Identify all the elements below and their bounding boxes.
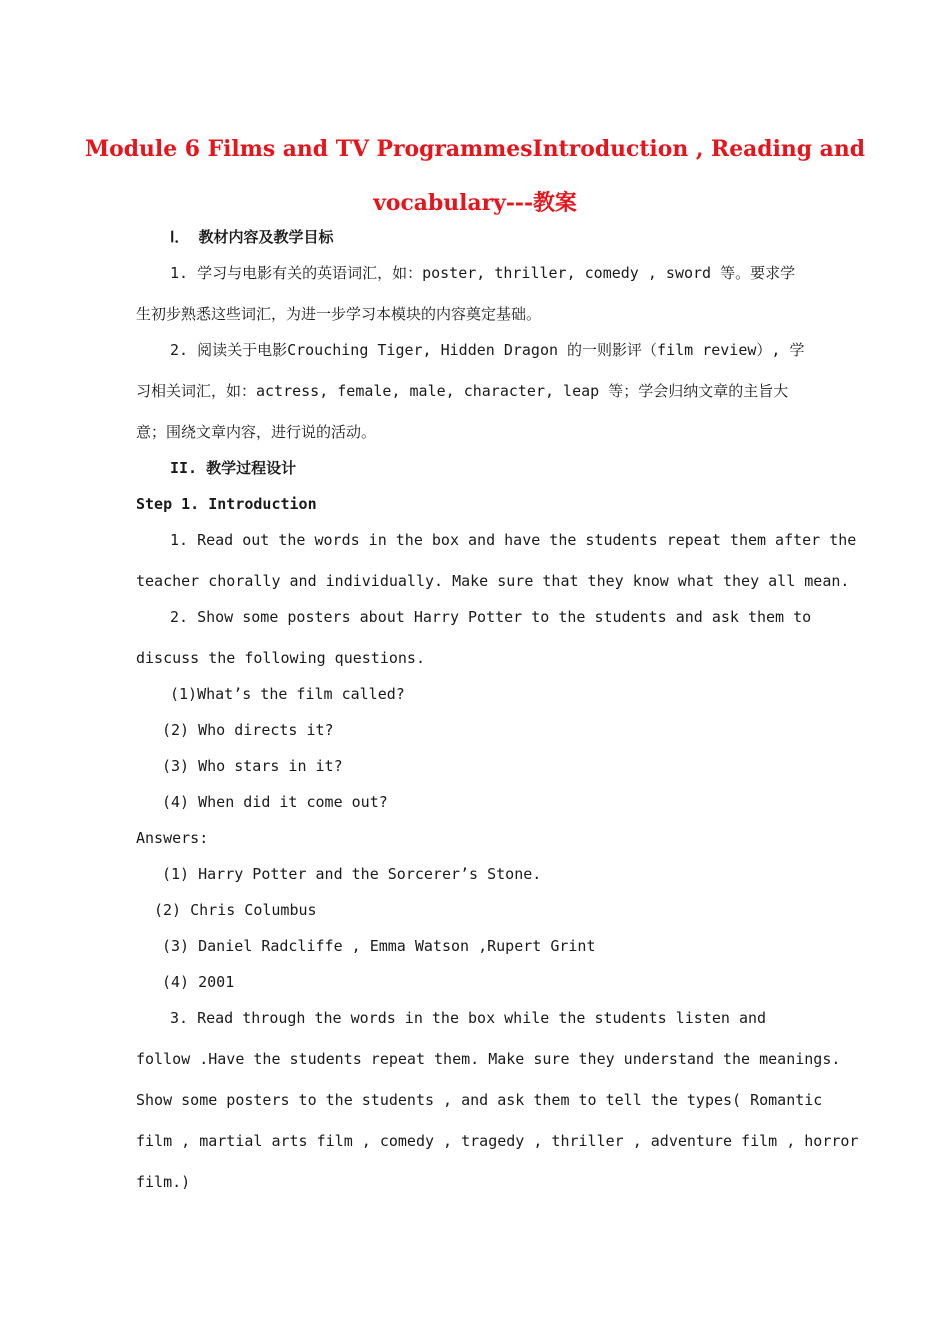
section-1-heading: Ⅰ． 教材内容及教学目标 xyxy=(170,228,334,246)
answer-2: (2) Chris Columbus xyxy=(154,901,317,919)
step-1-item-3-line-4: film , martial arts film , comedy , tragedy , thriller , adventure film , horror xyxy=(136,1132,859,1150)
goal-2-line-3: 意；围绕文章内容，进行说的活动。 xyxy=(136,423,377,441)
step-1-item-3-line-2: follow .Have the students repeat them. Make sure they understand the meanings. xyxy=(136,1050,841,1068)
step-1-item-1-line-2: teacher chorally and individually. Make sure that they know what they all mean. xyxy=(136,572,850,590)
question-4: (4) When did it come out? xyxy=(162,793,388,811)
question-1: (1)What’s the film called? xyxy=(170,685,405,703)
goal-2-line-2: 习相关词汇，如：actress, female, male, character, leap 等；学会归纳文章的主旨大 xyxy=(136,382,789,400)
step-1-item-3-line-3: Show some posters to the students , and ask them to tell the types( Romantic xyxy=(136,1091,823,1109)
goal-1-line-1: 1. 学习与电影有关的英语词汇，如：poster, thriller, comedy , sword 等。要求学 xyxy=(170,264,796,282)
step-1-item-1-line-1: 1. Read out the words in the box and have the students repeat them after the xyxy=(170,531,857,549)
section-2-heading: II. 教学过程设计 xyxy=(170,459,297,477)
answers-label: Answers: xyxy=(136,829,209,847)
document-title-line-2: vocabulary---教案 xyxy=(373,190,577,216)
step-1-heading: Step 1. Introduction xyxy=(136,495,317,513)
step-1-item-2-line-1: 2. Show some posters about Harry Potter to the students and ask them to xyxy=(170,608,812,626)
step-1-item-3-line-5: film.) xyxy=(136,1173,191,1191)
answer-4: (4) 2001 xyxy=(162,973,235,991)
question-3: (3) Who stars in it? xyxy=(162,757,343,775)
answer-3: (3) Daniel Radcliffe , Emma Watson ,Rupert Grint xyxy=(162,937,596,955)
document-title-line-1: Module 6 Films and TV ProgrammesIntroduction , Reading and xyxy=(84,136,866,162)
step-1-item-3-line-1: 3. Read through the words in the box while the students listen and xyxy=(170,1009,767,1027)
step-1-item-2-line-2: discuss the following questions. xyxy=(136,649,425,667)
question-2: (2) Who directs it? xyxy=(162,721,334,739)
goal-1-line-2: 生初步熟悉这些词汇，为进一步学习本模块的内容奠定基础。 xyxy=(136,305,542,323)
answer-1: (1) Harry Potter and the Sorcerer’s Stone. xyxy=(162,865,542,883)
goal-2-line-1: 2. 阅读关于电影Crouching Tiger, Hidden Dragon 的一则影评（film review）, 学 xyxy=(170,341,805,359)
